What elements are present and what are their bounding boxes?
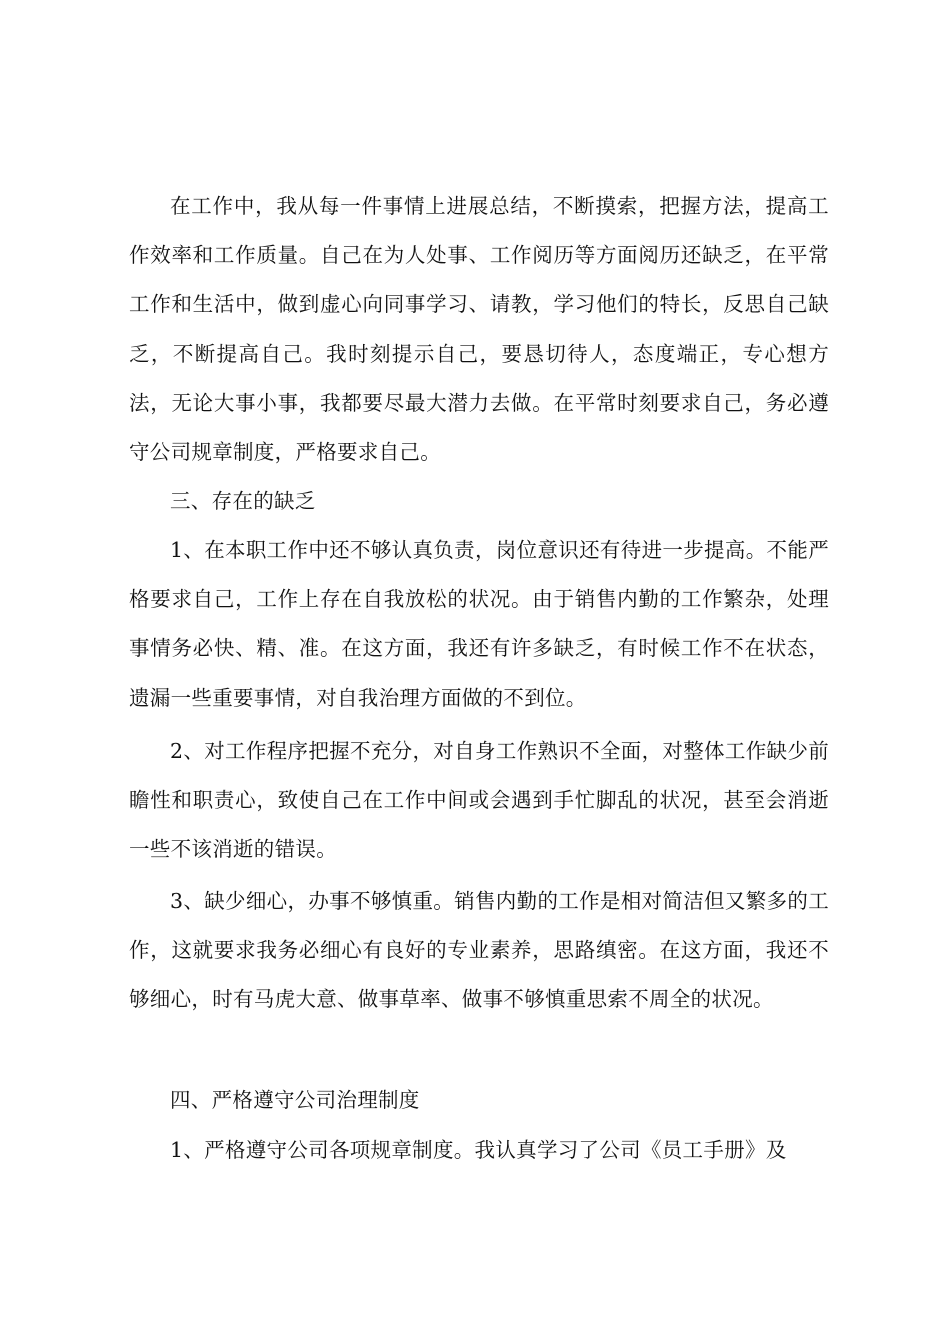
paragraph-shortcoming-1: 1、在本职工作中还不够认真负责，岗位意识还有待进一步提高。不能严格要求自己，工作上存在自我放松的状况。由于销售内勤的工作繁杂，处理事情务必快、精、准。在这方面，我还有许多缺乏，有时候工作不在状态，遗漏一些重要事情，对自我治理方面做的不到位。 [129,538,829,710]
section-heading-rules: 四、严格遵守公司治理制度 [170,1088,420,1112]
paragraph-work-summary: 在工作中，我从每一件事情上进展总结，不断摸索，把握方法，提高工作效率和工作质量。自己在为人处事、工作阅历等方面阅历还缺乏，在平常工作和生活中，做到虚心向同事学习、请教，学习他们的特长，反思自己缺乏，不断提高自己。我时刻提示自己，要恳切待人，态度端正，专心想方法，无论大事小事，我都要尽最大潜力去做。在平常时刻要求自己，务必遵守公司规章制度，严格要求自己。 [129,194,829,465]
paragraph-rules-1: 1、严格遵守公司各项规章制度。我认真学习了公司《员工手册》及 [170,1138,787,1162]
paragraph-shortcoming-2: 2、对工作程序把握不充分，对自身工作熟识不全面，对整体工作缺少前瞻性和职责心，致使自己在工作中间或会遇到手忙脚乱的状况，甚至会消逝一些不该消逝的错误。 [129,739,829,862]
paragraph-shortcoming-3: 3、缺少细心，办事不够慎重。销售内勤的工作是相对简洁但又繁多的工作，这就要求我务必细心有良好的专业素养，思路缜密。在这方面，我还不够细心，时有马虎大意、做事草率、做事不够慎重思索不周全的状况。 [129,889,829,1012]
section-heading-shortcomings: 三、存在的缺乏 [170,489,316,513]
